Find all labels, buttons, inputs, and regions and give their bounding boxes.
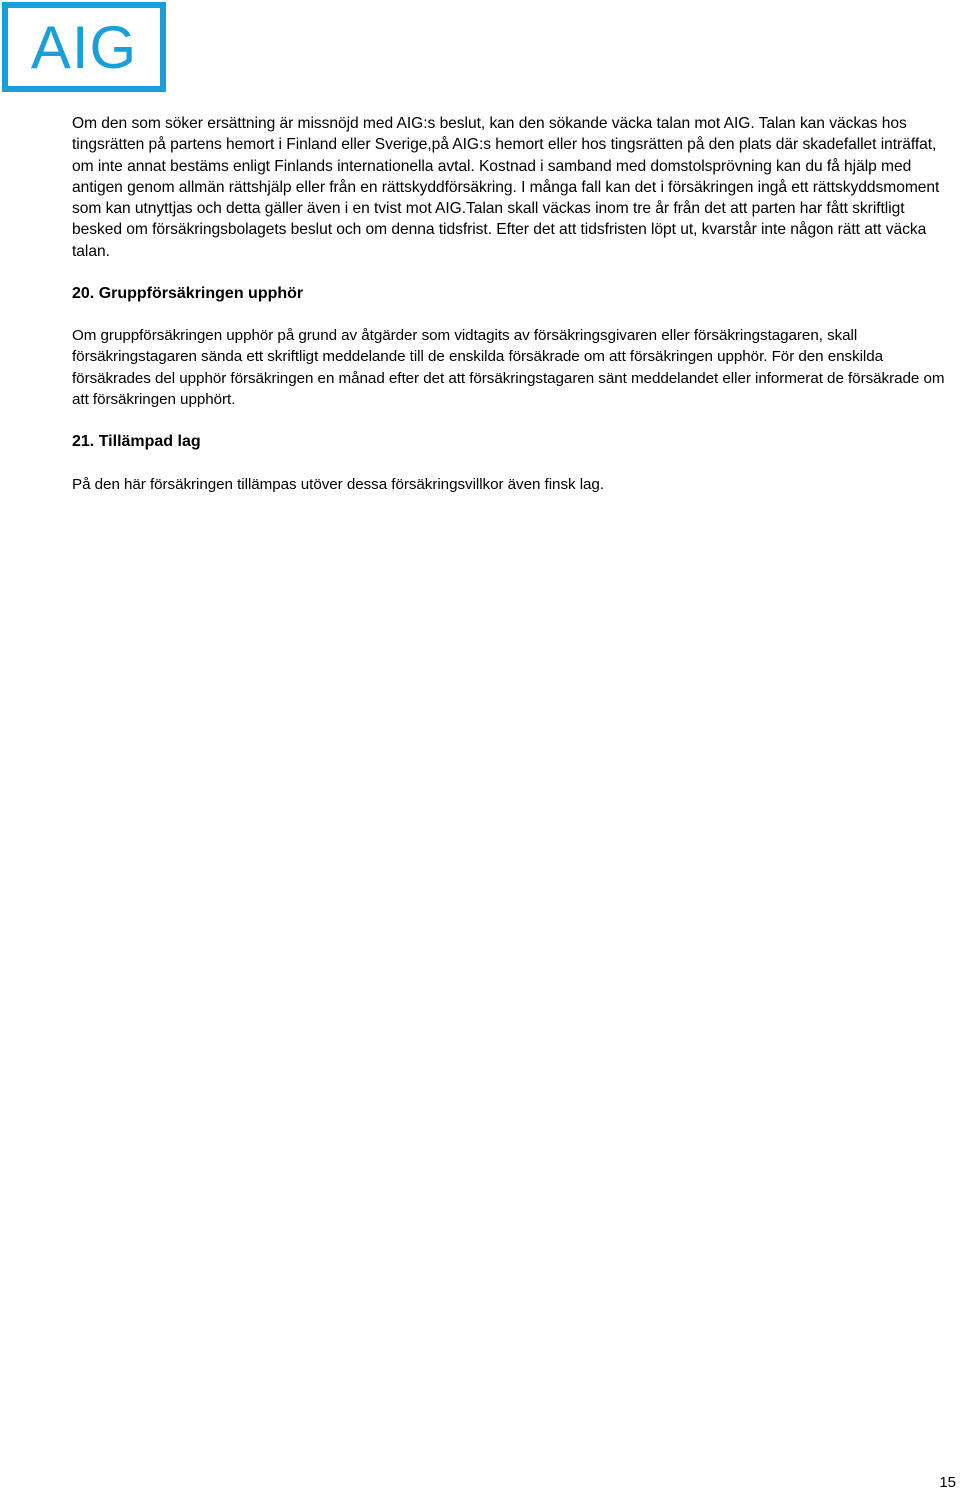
section-21-heading: 21. Tillämpad lag [72, 433, 201, 451]
section-21-paragraph: På den här försäkringen tillämpas utöver dessa försäkringsvillkor även finsk lag. [72, 476, 604, 494]
document-body [72, 113, 958, 496]
section-20-heading: 20. Gruppförsäkringen upphör [72, 285, 304, 303]
section-20-paragraph: Om gruppförsäkringen upphör på grund av åtgärder som vidtagits av försäkringsgivaren eller försäkringstagaren, skall försäkringstagaren sända ett skriftligt meddelande till de enskilda försäkrade om att försäkringen upphör. För den enskilda försäkrades del upphör försäkringen en månad efter det att försäkringstagaren sänt meddelandet eller informerat de försäkrade om att försäkringen upphört. [72, 327, 945, 408]
page-number: 15 [939, 1474, 956, 1491]
aig-logo [2, 2, 166, 92]
aig-logo-text: AIG [30, 14, 138, 81]
section-19-paragraph: Om den som söker ersättning är missnöjd med AIG:s beslut, kan den sökande väcka talan mot AIG. Talan kan väckas hos tingsrätten på partens hemort i Finland eller Sverige,på AIG:s hemort eller hos tingsrätten på den plats där skadefallet inträffat, om inte annat bestäms enligt Finlands internationella avtal. Kostnad i samband med domstolsprövning kan du få hjälp med antigen genom allmän rättshjälp eller från en rättskyddförsäkring. I många fall kan det i försäkringen ingå ett rättskyddsmoment som kan utnyttjas och detta gäller även i en tvist mot AIG.Talan skall väckas inom tre år från det att parten har fått skriftligt besked om försäkringsbolagets beslut och om denna tidsfrist. Efter det att tidsfristen löpt ut, kvarstår inte någon rätt att väcka talan. [72, 115, 940, 260]
